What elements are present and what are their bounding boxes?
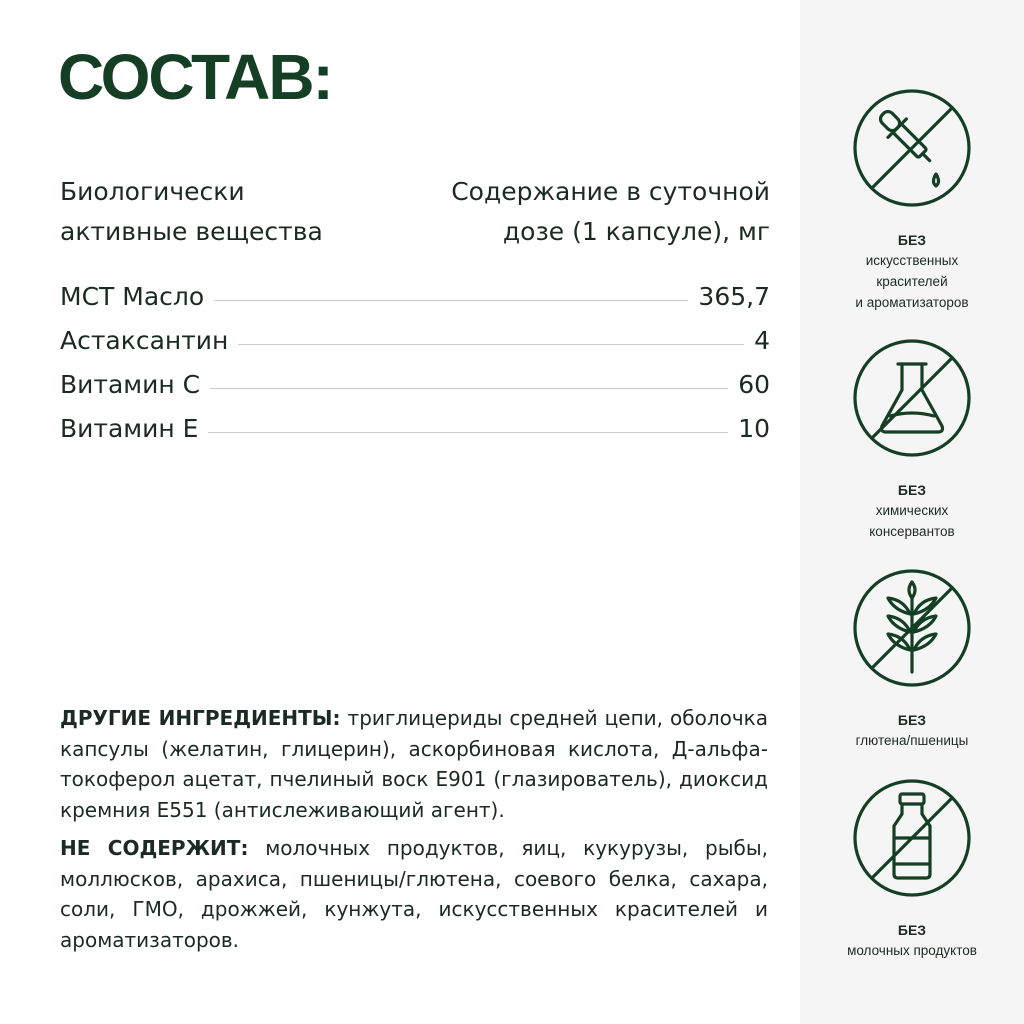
row-name: Витамин С [60,370,201,399]
badge-line: и ароматизаторов [855,295,969,310]
badge-no-artificial-colors [800,88,1024,313]
table-row [60,414,770,458]
header-substances-line: Биологически [60,177,245,206]
badge-line: химических [875,503,949,518]
badge-title: БЕЗ [897,922,927,938]
row-value: 60 [738,370,770,399]
header-dose-line: Содержание в суточной [451,177,770,206]
header-dose [390,172,770,252]
row-name: Астаксантин [60,326,229,355]
badge-no-preservatives [800,338,1024,542]
badge-line: глютена/пшеницы [855,733,969,748]
wheat-icon [852,568,972,688]
badge-line: искусственных [865,253,959,268]
row-name: МСТ Масло [60,282,205,311]
badge-title: БЕЗ [897,482,927,498]
flask-icon [852,338,972,458]
row-value: 4 [754,326,770,355]
badge-no-gluten [800,568,1024,751]
row-name: Витамин Е [60,414,199,443]
row-leader-line [208,432,728,433]
row-value: 365,7 [698,282,770,311]
dropper-icon [852,88,972,208]
header-substances-line: активные вещества [60,217,323,246]
milk-bottle-icon [852,778,972,898]
row-value: 10 [738,414,770,443]
table-row [60,326,770,370]
row-leader-line [238,344,744,345]
other-ingredients-label: ДРУГИЕ ИНГРЕДИЕНТЫ: [60,706,341,730]
header-dose-line: дозе (1 капсуле), мг [502,217,770,246]
ingredients-table [60,282,770,458]
not-contains-label: НЕ СОДЕРЖИТ: [60,836,249,860]
other-ingredients-paragraph [60,703,768,825]
row-leader-line [214,300,688,301]
table-row [60,370,770,414]
not-contains-text: молочных продуктов, яиц, кукурузы, рыбы, моллюсков, арахиса, пшеницы/глютена, соевого белка, сахара, соли, ГМО, дрожжей, кунжута, искусственных красителей и ароматизаторов. [60,836,768,952]
other-ingredients-text: триглицериды средней цепи, оболочка капсулы (желатин, глицерин), аскорбиновая кислота, Д-альфа-токоферол ацетат, пчелиный воск Е901 (глазирователь), диоксид кремния Е551 (антислеживающий агент). [60,706,769,822]
header-substances [60,172,400,252]
badge-title: БЕЗ [897,232,927,248]
badge-line: консервантов [869,524,955,539]
table-row [60,282,770,326]
badge-line: молочных продуктов [847,943,977,958]
badge-no-dairy [800,778,1024,961]
badge-title: БЕЗ [897,712,927,728]
page-title: СОСТАВ: [58,41,332,113]
not-contains-paragraph [60,833,768,955]
row-leader-line [210,388,728,389]
badge-line: красителей [876,274,948,289]
